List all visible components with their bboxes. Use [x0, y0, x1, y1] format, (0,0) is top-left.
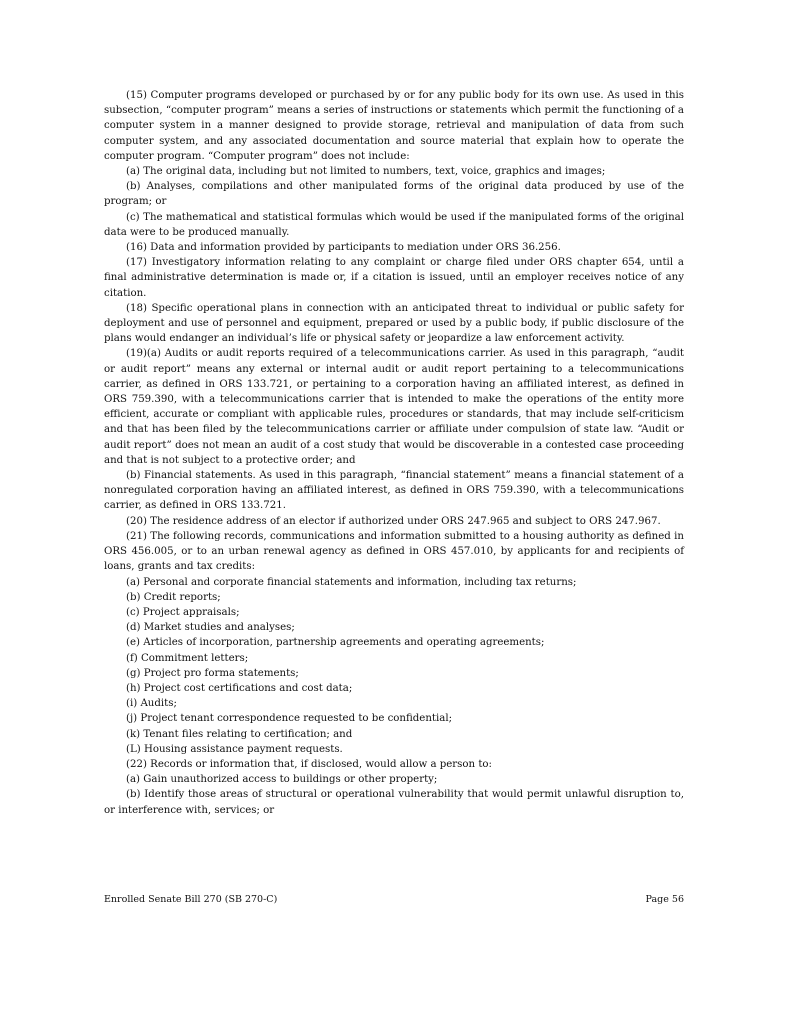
- list-item-21c: (c) Project appraisals;: [126, 606, 240, 618]
- paragraph-subsection-16: (16) Data and information provided by participants to mediation under ORS 36.256.: [126, 242, 561, 254]
- list-item-22a: (a) Gain unauthorized access to buildings or other property;: [126, 774, 438, 786]
- list-item-21L: (L) Housing assistance payment requests.: [126, 743, 343, 755]
- list-item-21k: (k) Tenant files relating to certification; and: [126, 728, 353, 740]
- paragraph-subsection-21: (21) The following records, communications and information submitted to a housing authority as defined in ORS 456.005, or to an urban renewal agency as defined in ORS 457.010, by applicants for and recipients of loans, grants and tax credits:: [104, 530, 684, 573]
- paragraph-19b: (b) Financial statements. As used in this paragraph, “financial statement” means a financial statement of a nonregulated corporation having an affiliated interest, as defined in ORS 759.390, with a telecommunications carrier, as defined in ORS 133.721.: [104, 470, 684, 512]
- paragraph-15b: (b) Analyses, compilations and other manipulated forms of the original data produced by use of the program; or: [104, 181, 684, 208]
- paragraph-15a: (a) The original data, including but not limited to numbers, text, voice, graphics and images;: [126, 166, 606, 178]
- list-item-21b: (b) Credit reports;: [126, 591, 221, 603]
- list-item-21i: (i) Audits;: [126, 698, 177, 710]
- paragraph-subsection-17: (17) Investigatory information relating to any complaint or charge filed under ORS chapter 654, until a final administrative determination is made or, if a citation is issued, until an employer receives notice of any citation.: [104, 257, 684, 299]
- list-item-21h: (h) Project cost certifications and cost data;: [126, 682, 353, 694]
- list-item-21a: (a) Personal and corporate financial statements and information, including tax returns;: [126, 576, 577, 588]
- footer-bill-title: Enrolled Senate Bill 270 (SB 270-C): [104, 894, 278, 905]
- list-item-21g: (g) Project pro forma statements;: [126, 667, 299, 679]
- list-item-21f: (f) Commitment letters;: [126, 652, 249, 664]
- list-item-22b: (b) Identify those areas of structural or operational vulnerability that would permit unlawful disruption to, or interference with, services; or: [104, 789, 684, 816]
- footer-page-number: Page 56: [645, 894, 684, 905]
- paragraph-subsection-18: (18) Specific operational plans in connection with an anticipated threat to individual or public safety for deployment and use of personnel and equipment, prepared or used by a public body, if public disclosure of the plans would endanger an individual’s life or physical safety or jeopardize a law enforcement activity.: [104, 302, 684, 345]
- list-item-21j: (j) Project tenant correspondence requested to be confidential;: [126, 713, 453, 725]
- paragraph-subsection-22: (22) Records or information that, if disclosed, would allow a person to:: [126, 758, 492, 770]
- list-item-21d: (d) Market studies and analyses;: [126, 622, 295, 634]
- paragraph-15c: (c) The mathematical and statistical formulas which would be used if the manipulated forms of the original data were to be produced manually.: [104, 211, 684, 238]
- body-text: [104, 88, 684, 818]
- paragraph-subsection-15: (15) Computer programs developed or purchased by or for any public body for its own use. As used in this subsection, “computer program” means a series of instructions or statements which permit the functioning of a computer system in a manner designed to provide storage, retrieval and manipulation of data from such computer system, and any associated documentation and source material that explain how to operate the computer program. “Computer program” does not include:: [104, 90, 684, 162]
- paragraph-subsection-20: (20) The residence address of an elector if authorized under ORS 247.965 and subject to ORS 247.967.: [126, 515, 661, 527]
- paragraph-subsection-19a: (19)(a) Audits or audit reports required of a telecommunications carrier. As used in this paragraph, “audit or audit report” means any external or internal audit or audit report pertaining to a telecommunications carrier, as defined in ORS 133.721, or pertaining to a corporation having an affiliated interest, as defined in ORS 759.390, with a telecommunications carrier that is intended to make the operations of the entity more efficient, accurate or compliant with applicable rules, procedures or standards, that may include self-criticism and that has been filed by the telecommunications carrier or affiliate under compulsion of state law. “Audit or audit report” does not mean an audit of a cost study that would be discoverable in a contested case proceeding and that is not subject to a protective order; and: [104, 348, 684, 466]
- list-item-21e: (e) Articles of incorporation, partnership agreements and operating agreements;: [126, 637, 545, 649]
